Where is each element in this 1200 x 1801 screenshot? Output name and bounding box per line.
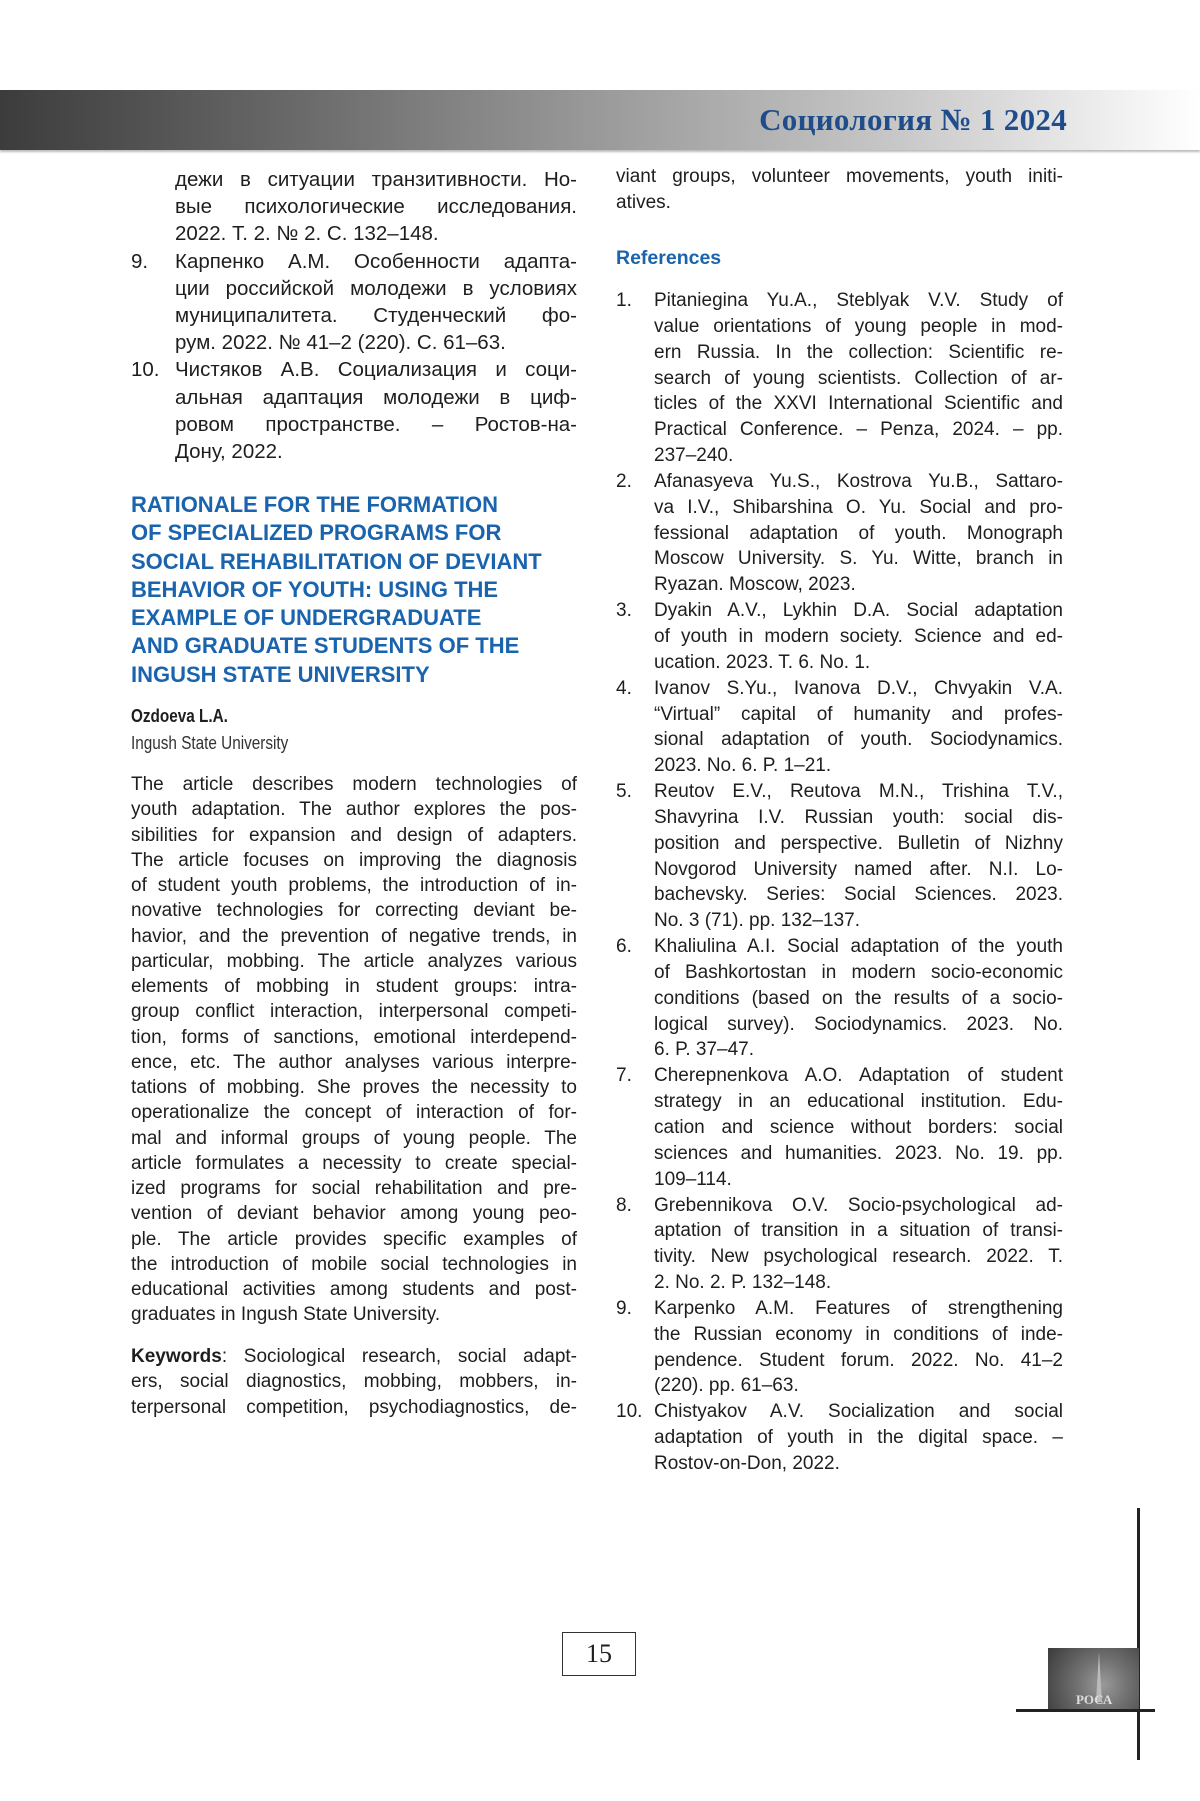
article-title xyxy=(131,491,581,689)
abstract-line: graduates in Ingush State University. xyxy=(131,1302,577,1327)
logo-text: РОСА xyxy=(1076,1692,1112,1708)
reference-item xyxy=(616,1193,1063,1296)
reference-line: Novgorod University named after. N.I. Lo- xyxy=(654,857,1063,883)
keywords-label: Keywords xyxy=(131,1346,222,1367)
reference-number: 9. xyxy=(131,248,148,275)
abstract-line: tations of mobbing. She proves the necessity to xyxy=(131,1075,577,1100)
english-reference-list xyxy=(616,288,1063,1477)
page-number: 15 xyxy=(562,1632,636,1676)
reference-item xyxy=(616,676,1063,779)
abstract-line: youth adaptation. The author explores the pos- xyxy=(131,797,577,822)
decorative-horizontal-line xyxy=(1016,1709,1155,1712)
title-line: EXAMPLE OF UNDERGRADUATE xyxy=(131,604,581,632)
reference-line: No. 3 (71). pp. 132–137. xyxy=(654,908,1063,934)
reference-number: 3. xyxy=(616,598,632,624)
reference-line: Rostov-on-Don, 2022. xyxy=(654,1451,1063,1477)
reference-item xyxy=(616,469,1063,598)
journal-header-bar xyxy=(0,90,1200,150)
reference-item xyxy=(616,1399,1063,1477)
journal-title: Социология № 1 2024 xyxy=(759,102,1067,138)
journal-logo xyxy=(1048,1648,1139,1709)
reference-number: 4. xyxy=(616,676,632,702)
keywords-text: : Sociological research, social adapt- xyxy=(222,1346,577,1367)
reference-line: adaptation of youth in the digital space. – xyxy=(654,1425,1063,1451)
reference-line: ern Russia. In the collection: Scientific re- xyxy=(654,340,1063,366)
abstract xyxy=(131,772,577,1328)
reference-line: Karpenko A.M. Features of strengthening xyxy=(654,1296,1063,1322)
reference-line: cation and science without borders: social xyxy=(654,1115,1063,1141)
abstract-line: operationalize the concept of interaction of for- xyxy=(131,1100,577,1125)
reference-line: Khaliulina A.I. Social adaptation of the youth xyxy=(654,934,1063,960)
keywords-line: atives. xyxy=(616,190,1063,216)
abstract-line: ple. The article provides specific examples of xyxy=(131,1227,577,1252)
reference-line: of youth in modern society. Science and ed- xyxy=(654,624,1063,650)
reference-line: bachevsky. Series: Social Sciences. 2023. xyxy=(654,882,1063,908)
abstract-line: elements of mobbing in student groups: intra- xyxy=(131,974,577,999)
reference-line: Карпенко А.М. Особенности адапта- xyxy=(175,248,577,275)
reference-line: of Bashkortostan in modern socio-economic xyxy=(654,960,1063,986)
reference-line: 2023. No. 6. P. 1–21. xyxy=(654,753,1063,779)
reference-line: дежи в ситуации транзитивности. Но- xyxy=(175,166,577,193)
title-line: SOCIAL REHABILITATION OF DEVIANT xyxy=(131,548,581,576)
abstract-line: educational activities among students and post- xyxy=(131,1277,577,1302)
reference-line: Дону, 2022. xyxy=(175,438,577,465)
reference-item xyxy=(131,166,577,248)
reference-line: Chistyakov A.V. Socialization and social xyxy=(654,1399,1063,1425)
title-line: OF SPECIALIZED PROGRAMS FOR xyxy=(131,519,581,547)
reference-item xyxy=(616,1063,1063,1192)
reference-line: Чистяков А.В. Социализация и соци- xyxy=(175,356,577,383)
abstract-line: vention of deviant behavior among young peo- xyxy=(131,1201,577,1226)
reference-line: position and perspective. Bulletin of Nizhny xyxy=(654,831,1063,857)
abstract-line: tion, forms of sanctions, emotional interdepend- xyxy=(131,1025,577,1050)
reference-line: pendence. Student forum. 2022. No. 41–2 xyxy=(654,1348,1063,1374)
title-line: INGUSH STATE UNIVERSITY xyxy=(131,661,581,689)
reference-line: strategy in an educational institution. Edu- xyxy=(654,1089,1063,1115)
reference-line: вые психологические исследования. xyxy=(175,193,577,220)
reference-line: search of young scientists. Collection of ar- xyxy=(654,366,1063,392)
abstract-line: The article focuses on improving the diagnosis xyxy=(131,848,577,873)
abstract-line: novative technologies for correcting deviant be- xyxy=(131,898,577,923)
reference-line: Practical Conference. – Penza, 2024. – pp. xyxy=(654,417,1063,443)
keywords-line: ers, social diagnostics, mobbing, mobbers, in- xyxy=(131,1369,577,1394)
reference-line: альная адаптация молодежи в циф- xyxy=(175,384,577,411)
reference-line: value orientations of young people in mod- xyxy=(654,314,1063,340)
reference-line: Afanasyeva Yu.S., Kostrova Yu.B., Sattaro- xyxy=(654,469,1063,495)
abstract-line: ence, etc. The author analyses various interpre- xyxy=(131,1050,577,1075)
author-name: Ozdoeva L.A. xyxy=(131,706,228,727)
reference-line: ровом пространстве. – Ростов-на- xyxy=(175,411,577,438)
reference-line: logical survey). Sociodynamics. 2023. No. xyxy=(654,1012,1063,1038)
reference-line: Reutov E.V., Reutova M.N., Trishina T.V., xyxy=(654,779,1063,805)
keywords-line: terpersonal competition, psychodiagnostics, de- xyxy=(131,1395,577,1420)
reference-line: 6. P. 37–47. xyxy=(654,1037,1063,1063)
reference-line: va I.V., Shibarshina O. Yu. Social and pro- xyxy=(654,495,1063,521)
reference-item xyxy=(616,779,1063,934)
reference-line: aptation of transition in a situation of transi- xyxy=(654,1218,1063,1244)
reference-number: 6. xyxy=(616,934,632,960)
reference-item xyxy=(616,1296,1063,1399)
abstract-line: of student youth problems, the introduction of in- xyxy=(131,873,577,898)
reference-line: fessional adaptation of youth. Monograph xyxy=(654,521,1063,547)
reference-line: Ryazan. Moscow, 2023. xyxy=(654,572,1063,598)
reference-number: 9. xyxy=(616,1296,632,1322)
reference-item xyxy=(616,598,1063,676)
reference-line: sciences and humanities. 2023. No. 19. pp. xyxy=(654,1141,1063,1167)
abstract-line: mal and informal groups of young people. The xyxy=(131,1126,577,1151)
title-line: RATIONALE FOR THE FORMATION xyxy=(131,491,581,519)
reference-item xyxy=(616,934,1063,1063)
abstract-line: ized programs for social rehabilitation and pre- xyxy=(131,1176,577,1201)
abstract-line: havior, and the prevention of negative trends, in xyxy=(131,924,577,949)
reference-line: ticles of the XXVI International Scientific and xyxy=(654,391,1063,417)
reference-number: 2. xyxy=(616,469,632,495)
reference-line: “Virtual” capital of humanity and profes- xyxy=(654,702,1063,728)
keywords-line: viant groups, volunteer movements, youth initi- xyxy=(616,164,1063,190)
reference-number: 5. xyxy=(616,779,632,805)
abstract-line: the introduction of mobile social technologies in xyxy=(131,1252,577,1277)
reference-line: ции российской молодежи в условиях xyxy=(175,275,577,302)
reference-item xyxy=(131,248,577,357)
keywords-continued xyxy=(616,164,1063,217)
abstract-line: article formulates a necessity to create special- xyxy=(131,1151,577,1176)
reference-line: рум. 2022. № 41–2 (220). С. 61–63. xyxy=(175,329,577,356)
reference-item xyxy=(131,356,577,465)
decorative-vertical-line xyxy=(1137,1508,1140,1760)
abstract-line: The article describes modern technologies of xyxy=(131,772,577,797)
author-affiliation: Ingush State University xyxy=(131,733,288,754)
reference-line: ucation. 2023. T. 6. No. 1. xyxy=(654,650,1063,676)
reference-line: Dyakin A.V., Lykhin D.A. Social adaptation xyxy=(654,598,1063,624)
reference-line: Cherepnenkova A.O. Adaptation of student xyxy=(654,1063,1063,1089)
russian-reference-list-continued xyxy=(131,166,577,465)
keywords xyxy=(131,1344,577,1420)
reference-line: Grebennikova O.V. Socio-psychological ad- xyxy=(654,1193,1063,1219)
reference-line: Pitaniegina Yu.A., Steblyak V.V. Study of xyxy=(654,288,1063,314)
reference-line: (220). pp. 61–63. xyxy=(654,1373,1063,1399)
reference-line: conditions (based on the results of a socio- xyxy=(654,986,1063,1012)
reference-line: 2022. Т. 2. № 2. С. 132–148. xyxy=(175,220,577,247)
title-line: BEHAVIOR OF YOUTH: USING THE xyxy=(131,576,581,604)
abstract-line: sibilities for expansion and design of adapters. xyxy=(131,823,577,848)
reference-line: tivity. New psychological research. 2022. T. xyxy=(654,1244,1063,1270)
abstract-line: particular, mobbing. The article analyzes various xyxy=(131,949,577,974)
reference-item xyxy=(616,288,1063,469)
reference-number: 1. xyxy=(616,288,632,314)
reference-line: Moscow University. S. Yu. Witte, branch in xyxy=(654,546,1063,572)
reference-line: 109–114. xyxy=(654,1167,1063,1193)
references-heading: References xyxy=(616,247,721,270)
title-line: AND GRADUATE STUDENTS OF THE xyxy=(131,632,581,660)
reference-line: муниципалитета. Студенческий фо- xyxy=(175,302,577,329)
reference-number: 10. xyxy=(616,1399,642,1425)
reference-number: 10. xyxy=(131,356,160,383)
abstract-line: group conflict interaction, interpersonal competi- xyxy=(131,999,577,1024)
reference-number: 7. xyxy=(616,1063,632,1089)
reference-line: Ivanov S.Yu., Ivanova D.V., Chvyakin V.A. xyxy=(654,676,1063,702)
reference-line: the Russian economy in conditions of inde- xyxy=(654,1322,1063,1348)
keywords-line xyxy=(131,1344,577,1369)
reference-line: sional adaptation of youth. Sociodynamics. xyxy=(654,727,1063,753)
reference-line: 2. No. 2. P. 132–148. xyxy=(654,1270,1063,1296)
reference-number: 8. xyxy=(616,1193,632,1219)
reference-line: 237–240. xyxy=(654,443,1063,469)
reference-line: Shavyrina I.V. Russian youth: social dis- xyxy=(654,805,1063,831)
